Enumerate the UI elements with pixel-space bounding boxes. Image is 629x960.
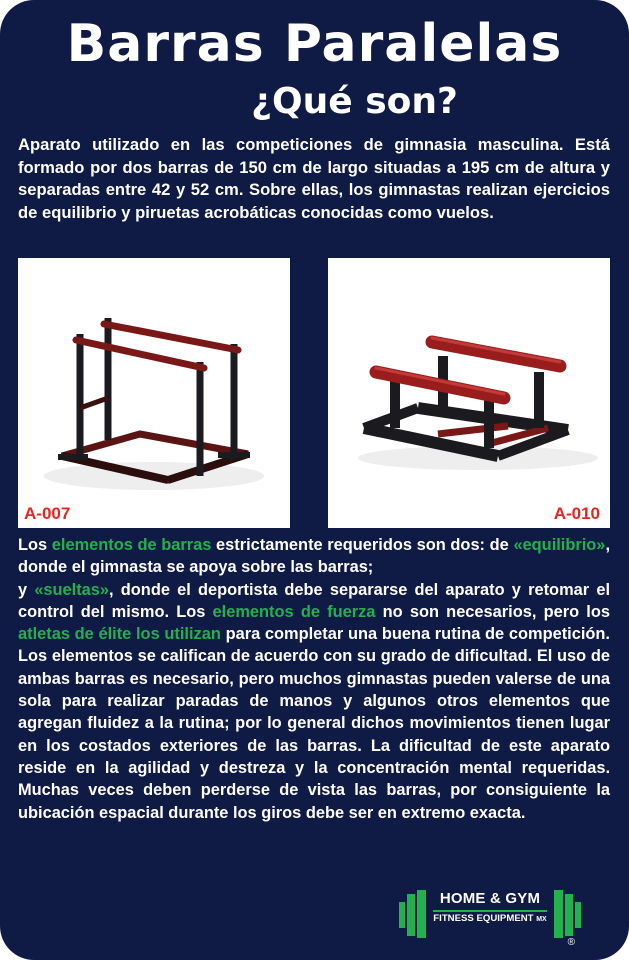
highlight-text: «sueltas» [34, 580, 110, 599]
product-image-a007 [18, 258, 290, 528]
intro-paragraph: Aparato utilizado en las competiciones de gimnasia masculina. Está formado por dos barras de 150 cm de largo situadas a 195 cm de altura y separadas entre 42 y 52 cm. Sobre ellas, los gimnastas realizan ejercicios de equilibrio y piruetas acrobáticas conocidas como vuelos. [18, 135, 610, 222]
highlight-text: elementos de barras [51, 536, 212, 554]
body-paragraph [18, 534, 610, 824]
text-segment: estrictamente requeridos son dos: de [211, 536, 514, 554]
parallettes-low-illustration [328, 258, 610, 528]
logo-tagline-main: FITNESS EQUIPMENT [433, 913, 534, 924]
text-segment: , donde el deportista debe separarse del aparato y retomar el control del mismo. Los [18, 580, 610, 621]
text-segment: no son necesarios, pero los [375, 602, 610, 621]
logo-tagline-suffix: MX [536, 916, 547, 923]
page-subtitle: ¿Qué son? [251, 81, 458, 122]
text-segment: Los [18, 536, 52, 554]
product-code: A-007 [24, 504, 71, 523]
highlight-text: «equilibrio» [513, 536, 606, 554]
highlight-text: elementos de fuerza [212, 602, 376, 621]
logo-tagline [433, 910, 547, 927]
registered-mark: ® [567, 937, 575, 948]
text-segment: y [18, 580, 35, 599]
product-image-a010 [328, 258, 610, 528]
highlight-text: atletas de élite los utilizan [18, 625, 221, 644]
logo-brand-name: HOME & GYM [439, 890, 541, 907]
parallel-bars-tall-illustration [18, 258, 290, 528]
brand-logo [397, 888, 583, 950]
product-code: A-010 [553, 504, 600, 523]
page-title: Barras Paralelas [66, 14, 563, 74]
text-segment: , donde el gimnasta se apoya sobre las barras; [18, 536, 610, 577]
text-segment: para completar una buena rutina de competición. Los elementos se califican de acuerdo con su grado de dificultad. El uso de ambas barras es necesario, pero muchos gimnastas pueden valerse de una sola para realizar paradas de manos y algunos otros elementos que agregan fluidez a la rutina; por lo general dichos movimientos tienen lugar en los costados exteriores de las barras. La dificultad de este aparato reside en la agilidad y destreza y la concentración mental requeridas. Muchas veces deben perderse de vista las barras, por consiguiente la ubicación espacial durante los giros debe ser en extremo exacta. [18, 625, 610, 822]
